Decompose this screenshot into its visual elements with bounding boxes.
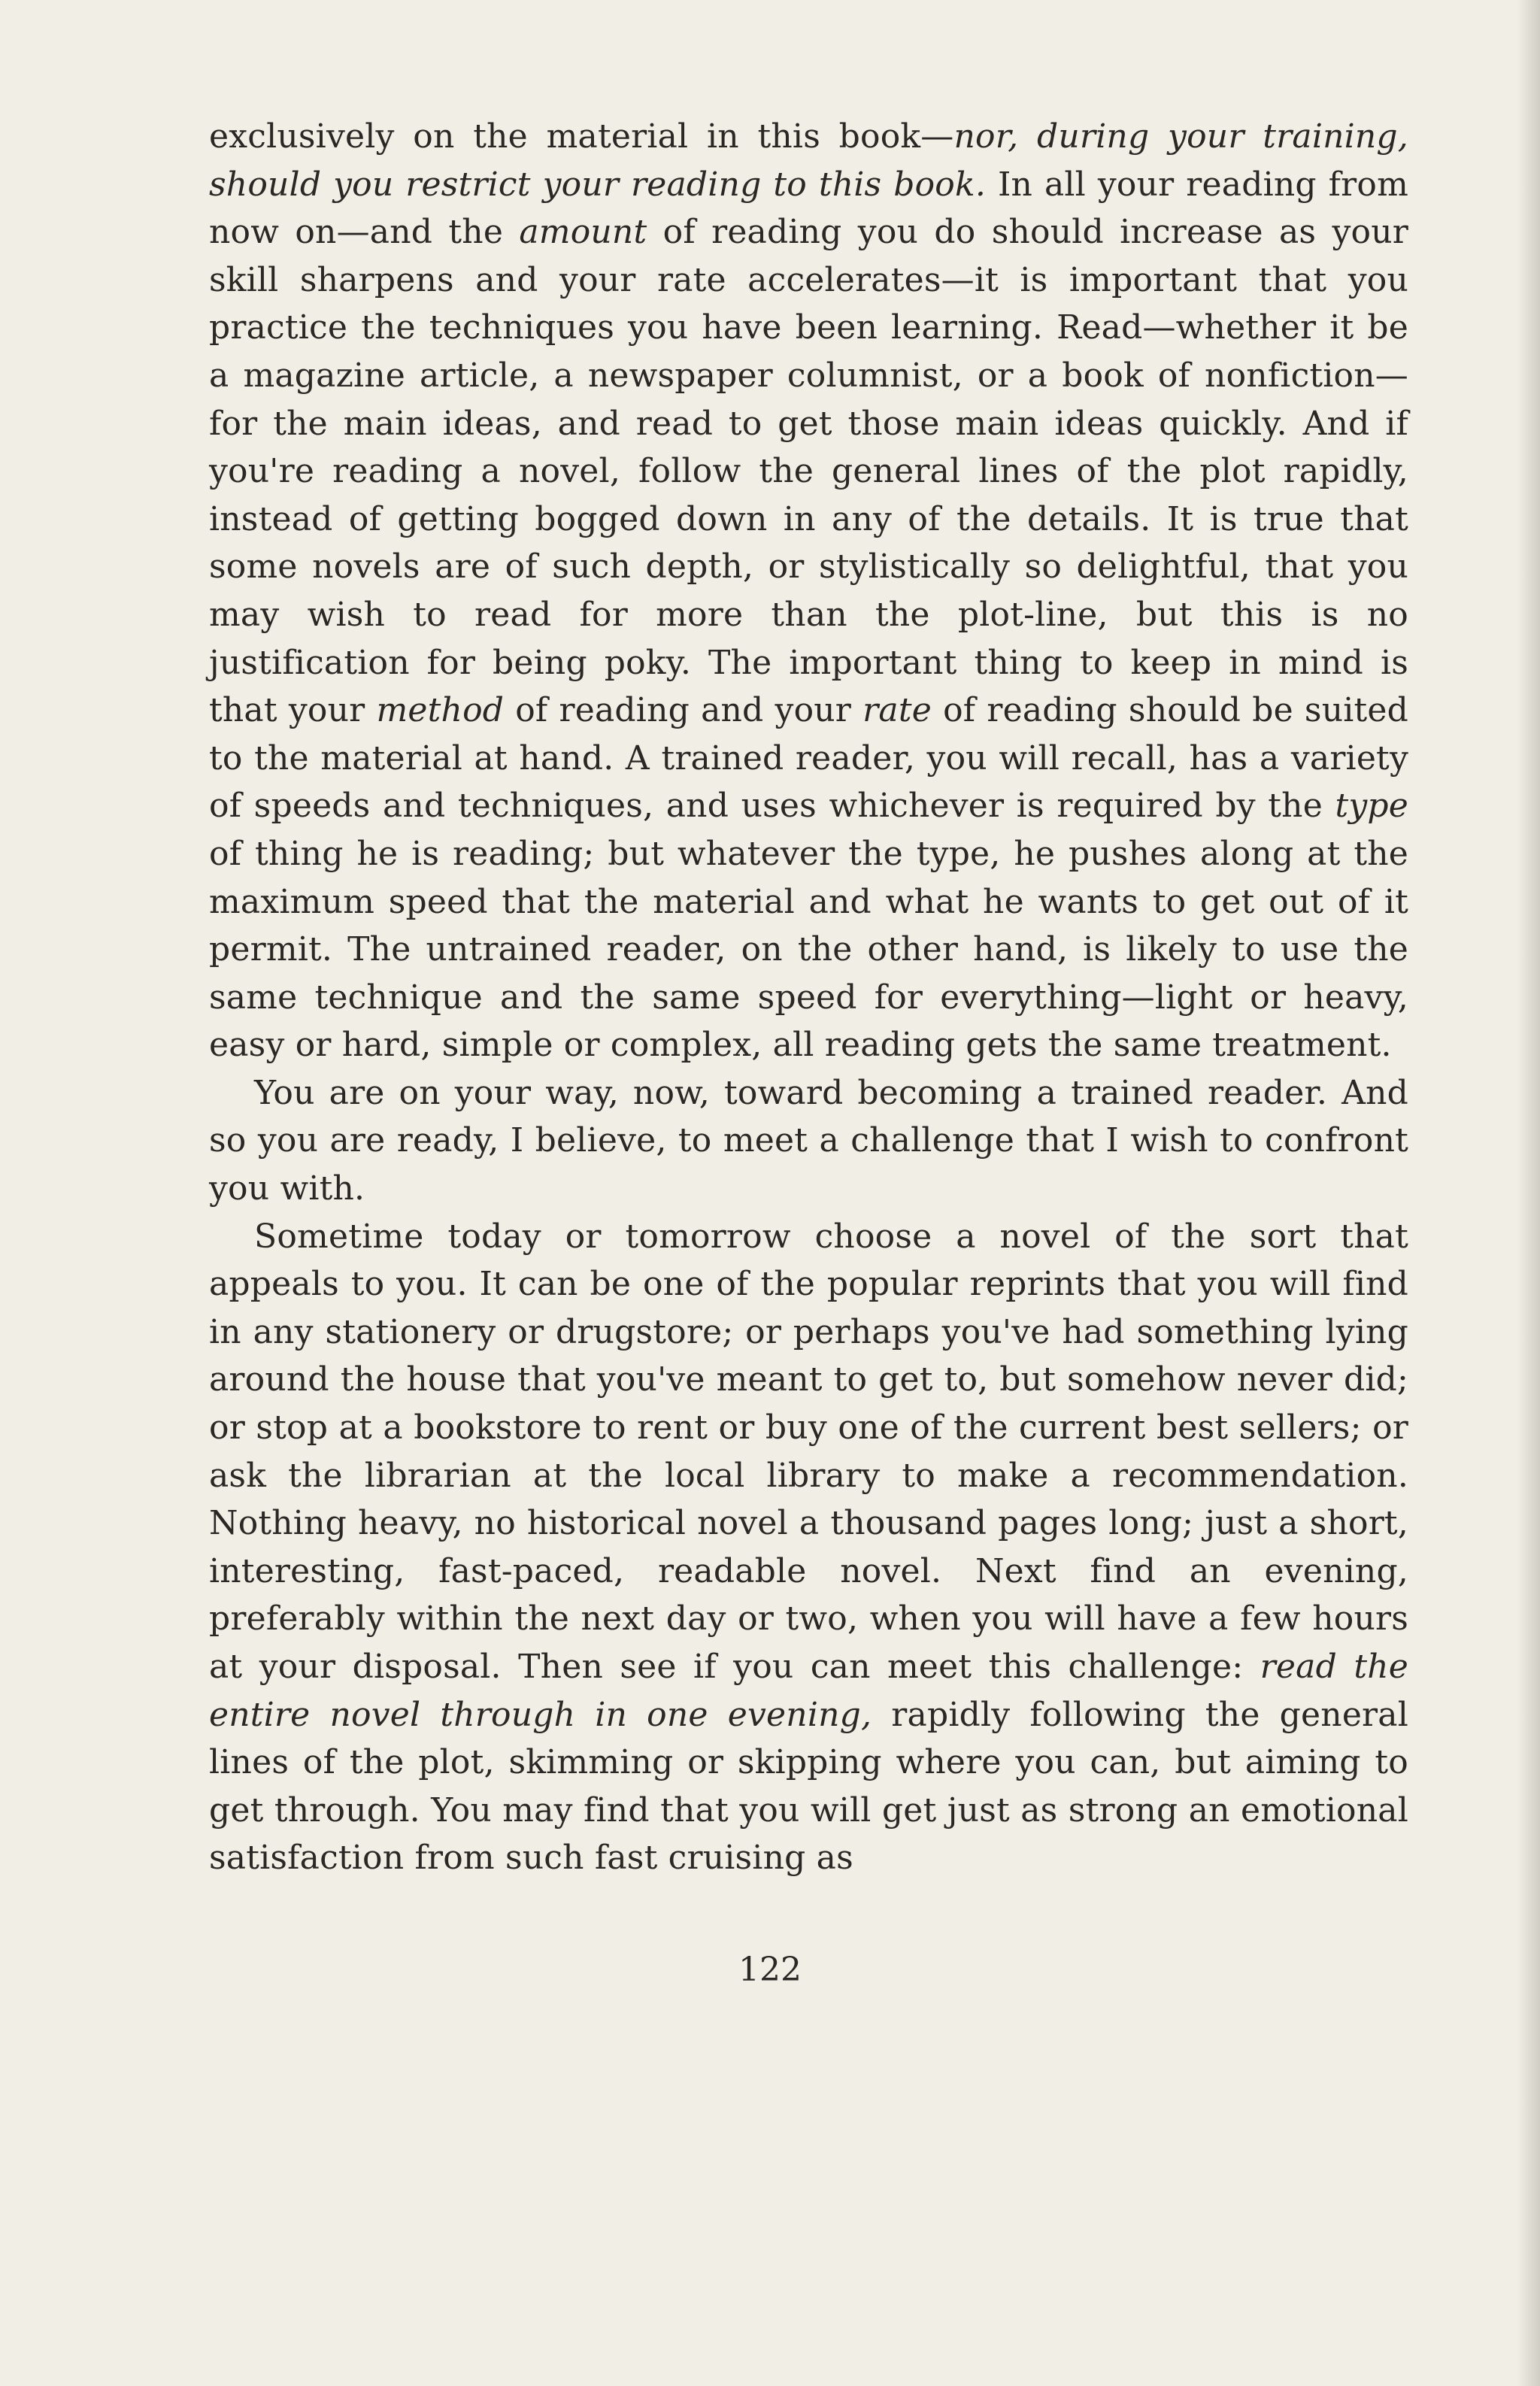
body-text: [209, 113, 1408, 1882]
paragraph-3: Sometime today or tomorrow choose a novel of the sort that appeals to you. It can be one of the popular reprints that you will find in any stationery or drugstore; or perhaps you've had something lying around the house that you've meant to get to, but somehow never did; or stop at a bookstore to rent or buy one of the current best sellers; or ask the librarian at the local library to make a recommendation. Nothing heavy, no historical novel a thousand pages long; just a short, interesting, fast-paced, readable novel. Next find an evening, preferably within the next day or two, when you will have a few hours at your disposal. Then see if you can meet this challenge: read the entire novel through in one evening, rapidly following the general lines of the plot, skimming or skipping where you can, but aiming to get through. You may find that you will get just as strong an emotional satisfaction from such fast cruising as: [209, 1217, 1408, 1878]
paragraph-1: exclusively on the material in this book—nor, during your training, should you restrict your reading to this book. In all your reading from now on—and the amount of reading you do should increase as your skill sharpens and your rate accelerates—it is important that you practice the techniques you have been learning. Read—whether it be a magazine article, a newspaper columnist, or a book of nonfiction—for the main ideas, and read to get those main ideas quickly. And if you're reading a novel, follow the general lines of the plot rapidly, instead of getting bogged down in any of the details. It is true that some novels are of such depth, or stylistically so delightful, that you may wish to read for more than the plot-line, but this is no justification for being poky. The important thing to keep in mind is that your method of reading and your rate of reading should be suited to the material at hand. A trained reader, you will recall, has a variety of speeds and techniques, and uses whichever is required by the type of thing he is reading; but whatever the type, he pushes along at the maximum speed that the material and what he wants to get out of it permit. The untrained reader, on the other hand, is likely to use the same technique and the same speed for everything—light or heavy, easy or hard, simple or complex, all reading gets the same treatment.: [209, 117, 1408, 1065]
page-number: 122: [738, 1951, 802, 1989]
page-edge-shadow: [1517, 0, 1540, 2386]
paragraph-2: You are on your way, now, toward becoming a trained reader. And so you are ready, I believe, to meet a challenge that I wish to confront you with.: [209, 1073, 1408, 1208]
